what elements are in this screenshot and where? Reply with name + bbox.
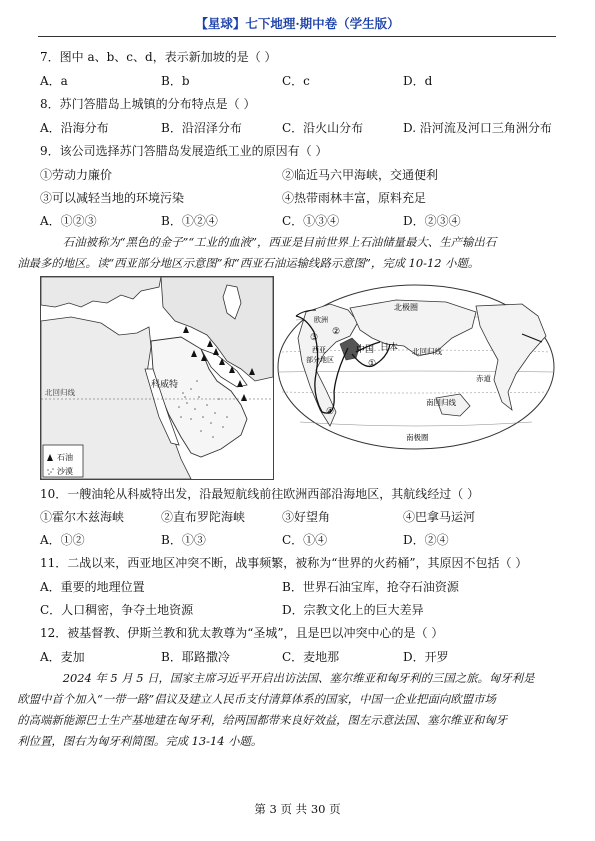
- passage-hungary-line-3: 的高端新能源巴士生产基地建在匈牙利，给两国都带来良好效益，图左示意法国、塞尔维亚和匈牙: [17, 713, 508, 727]
- passage-oil: [17, 232, 556, 274]
- map-right-marker-1: ①: [368, 359, 377, 369]
- page-footer: 第 3 页 共 30 页: [254, 802, 341, 816]
- q10-option-d[interactable]: D．②④: [403, 533, 449, 547]
- q9-option-b[interactable]: B．①②④: [161, 214, 218, 228]
- q9-reason-4: ④热带雨林丰富，原料充足: [282, 191, 427, 205]
- legend-desert-label: 沙漠: [57, 467, 73, 476]
- question-9-stem: 9．该公司选择苏门答腊岛发展造纸工业的原因有（ ）: [40, 144, 328, 158]
- map-right-china-label: 中国: [356, 345, 375, 355]
- map-right-marker-4: ④: [326, 407, 335, 417]
- q9-reason-2: ②临近马六甲海峡，交通便利: [282, 168, 439, 182]
- map-left-kuwait-label: 科威特: [151, 380, 179, 390]
- q8-option-d[interactable]: D. 沿河流及河口三角洲分布: [403, 121, 552, 135]
- map-right-arctic-label: 北极圈: [394, 303, 418, 312]
- map-right-west-asia-label-2: 部分地区: [306, 356, 334, 364]
- q11-option-b[interactable]: B．世界石油宝库，抢夺石油资源: [282, 580, 459, 594]
- map-right-tropic-s-label: 南回归线: [426, 398, 456, 407]
- q12-option-a[interactable]: A．麦加: [40, 650, 85, 664]
- map-right-antarctic-label: 南极圈: [406, 433, 429, 442]
- question-7-stem: 7．图中 a、b、c、d，表示新加坡的是（ ）: [40, 50, 277, 64]
- passage-hungary-line-4: 利位置，图右为匈牙利简图。完成 13-14 小题。: [17, 734, 263, 748]
- west-asia-map: [40, 276, 274, 480]
- map-right-equator-label: 赤道: [476, 374, 491, 383]
- q10-item-4: ④巴拿马运河: [403, 510, 476, 524]
- header-divider: [38, 36, 556, 37]
- q12-option-d[interactable]: D．开罗: [403, 650, 449, 664]
- passage-hungary-line-1: 2024 年 5 月 5 日，国家主席习近平开启出访法国、塞尔维亚和匈牙利的三国之旅。匈牙利是: [62, 671, 535, 685]
- q7-option-d[interactable]: D．d: [403, 74, 433, 88]
- map-right-japan-label: 日本: [380, 343, 399, 353]
- map-right-tropic-n-label: 北回归线: [412, 347, 442, 356]
- q11-option-a[interactable]: A．重要的地理位置: [40, 580, 145, 594]
- map-right-marker-2: ②: [332, 327, 341, 337]
- q7-option-a[interactable]: A．a: [40, 74, 68, 88]
- q10-item-2: ②直布罗陀海峡: [161, 510, 246, 524]
- q8-option-a[interactable]: A．沿海分布: [40, 121, 109, 135]
- q10-option-c[interactable]: C．①④: [282, 533, 328, 547]
- q10-item-3: ③好望角: [282, 510, 331, 524]
- q10-option-a[interactable]: A．①②: [40, 533, 85, 547]
- q9-reason-3: ③可以减轻当地的环境污染: [40, 191, 185, 205]
- q7-option-c[interactable]: C．c: [282, 74, 310, 88]
- q9-option-c[interactable]: C．①③④: [282, 214, 340, 228]
- question-12-stem: 12．被基督教、伊斯兰教和犹太教尊为“圣城”，且是巴以冲突中心的是（ ）: [40, 626, 444, 640]
- passage-oil-line-1: 石油被称为“黑色的金子”“工业的血液”，西亚是目前世界上石油储量最大、生产输出石: [62, 235, 497, 249]
- q12-option-c[interactable]: C．麦地那: [282, 650, 340, 664]
- q10-item-1: ①霍尔木兹海峡: [40, 510, 125, 524]
- map-right-west-asia-label-1: 西亚: [312, 346, 326, 354]
- passage-hungary-line-2: 欧盟中首个加入“一带一路”倡议及建立人民币支付清算体系的国家，中国一企业把面向欧盟市场: [17, 692, 496, 706]
- west-asia-map-drawing: [41, 277, 273, 479]
- passage-hungary: [17, 668, 556, 752]
- map-left-tropic-label: 北回归线: [45, 388, 75, 397]
- world-map-drawing: [276, 282, 556, 452]
- question-10-stem: 10．一艘油轮从科威特出发，沿最短航线前往欧洲西部沿海地区，其航线经过（ ）: [40, 487, 480, 501]
- q7-option-b[interactable]: B．b: [161, 74, 190, 88]
- passage-oil-line-2: 油最多的地区。读“西亚部分地区示意图”和“西亚石油运输线路示意图”，完成 10-12 小题。: [17, 256, 480, 270]
- q9-reason-1: ①劳动力廉价: [40, 168, 113, 182]
- q8-option-c[interactable]: C．沿火山分布: [282, 121, 364, 135]
- map-right-marker-3: ③: [310, 333, 319, 343]
- question-8-stem: 8．苏门答腊岛上城镇的分布特点是（ ）: [40, 97, 256, 111]
- q11-option-c[interactable]: C．人口稠密，争夺土地资源: [40, 603, 194, 617]
- q10-option-b[interactable]: B．①③: [161, 533, 206, 547]
- legend-oil-label: 石油: [57, 453, 73, 462]
- q11-option-d[interactable]: D．宗教文化上的巨大差异: [282, 603, 424, 617]
- q9-option-d[interactable]: D．②③④: [403, 214, 461, 228]
- oil-route-world-map: [276, 282, 556, 452]
- page-header-title: 【星球】七下地理·期中卷（学生版）: [195, 16, 400, 31]
- map-right-europe-label: 欧洲: [314, 316, 328, 324]
- q9-option-a[interactable]: A．①②③: [40, 214, 97, 228]
- q12-option-b[interactable]: B．耶路撒冷: [161, 650, 230, 664]
- question-11-stem: 11．二战以来，西亚地区冲突不断，战事频繁，被称为“世界的火药桶”，其原因不包括（ ）: [40, 556, 528, 570]
- q8-option-b[interactable]: B．沿沼泽分布: [161, 121, 242, 135]
